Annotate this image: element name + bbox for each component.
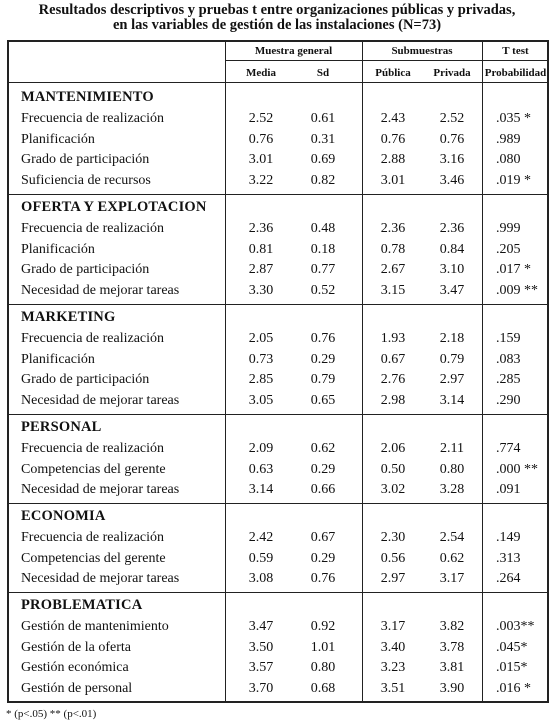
cell-probabilidad: .017 * [496, 262, 531, 278]
cell-sd: 0.29 [310, 461, 336, 477]
cell-probabilidad: .045* [496, 639, 528, 655]
cell-privada: 3.78 [439, 639, 465, 655]
row-label: Grado de participación [21, 262, 150, 278]
cell-privada: 0.79 [439, 351, 465, 367]
header-t-test: T test [502, 45, 529, 57]
cell-publica: 2.30 [380, 530, 406, 545]
header-submuestras: Submuestras [391, 45, 453, 57]
cell-privada: 2.18 [439, 331, 465, 346]
header-media: Media [246, 67, 276, 79]
cell-probabilidad: .009 ** [496, 282, 538, 298]
cell-sd: 0.52 [310, 282, 336, 298]
cell-media: 2.36 [248, 221, 274, 236]
cell-privada: 3.28 [439, 482, 465, 498]
cell-publica: 3.51 [380, 680, 406, 696]
cell-privada: 2.36 [439, 221, 465, 236]
header-bottom-rule [9, 82, 547, 83]
cell-sd: 0.92 [310, 619, 336, 634]
cell-media: 2.85 [248, 372, 274, 388]
cell-probabilidad: .774 [496, 441, 521, 456]
cell-publica: 2.43 [380, 111, 406, 126]
cell-media: 2.42 [248, 530, 274, 545]
cell-probabilidad: .313 [496, 550, 521, 566]
cell-probabilidad: .083 [496, 351, 521, 367]
section-title: MARKETING [21, 309, 116, 325]
cell-privada: 0.62 [439, 550, 465, 566]
row-label: Competencias del gerente [21, 550, 166, 566]
cell-publica: 2.76 [380, 372, 406, 388]
header-sd: Sd [316, 67, 330, 79]
cell-media: 2.52 [248, 111, 274, 126]
cell-media: 3.50 [248, 639, 274, 655]
cell-privada: 3.90 [439, 680, 465, 696]
cell-publica: 2.06 [380, 441, 406, 456]
cell-sd: 0.76 [310, 571, 336, 587]
cell-privada: 3.82 [439, 619, 465, 634]
cell-media: 2.09 [248, 441, 274, 456]
cell-privada: 3.17 [439, 571, 465, 587]
cell-publica: 0.67 [380, 351, 406, 367]
cell-publica: 2.36 [380, 221, 406, 236]
cell-privada: 3.81 [439, 660, 465, 676]
cell-media: 3.08 [248, 571, 274, 587]
cell-publica: 0.78 [380, 241, 406, 257]
cell-media: 3.14 [248, 482, 274, 498]
row-label: Necesidad de mejorar tareas [21, 282, 180, 298]
cell-privada: 3.16 [439, 152, 465, 168]
row-label: Planificación [21, 131, 95, 147]
cell-media: 0.63 [248, 461, 274, 477]
cell-sd: 0.29 [310, 550, 336, 566]
header-subrule [225, 60, 547, 61]
cell-sd: 0.69 [310, 152, 336, 168]
cell-probabilidad: .999 [496, 221, 521, 236]
section-title: PROBLEMATICA [21, 597, 143, 613]
cell-probabilidad: .290 [496, 392, 521, 408]
cell-sd: 0.29 [310, 351, 336, 367]
section-title: PERSONAL [21, 419, 102, 435]
cell-privada: 2.11 [440, 441, 464, 456]
cell-publica: 3.01 [380, 172, 406, 188]
cell-sd: 0.79 [310, 372, 336, 388]
cell-probabilidad: .016 * [496, 680, 531, 696]
cell-media: 0.81 [248, 241, 274, 257]
cell-privada: 2.97 [439, 372, 465, 388]
cell-sd: 0.66 [310, 482, 336, 498]
section-divider [9, 503, 547, 504]
cell-publica: 0.50 [380, 461, 406, 477]
cell-publica: 2.97 [380, 571, 406, 587]
cell-privada: 2.54 [439, 530, 465, 545]
cell-probabilidad: .003** [496, 619, 535, 634]
cell-probabilidad: .989 [496, 131, 521, 147]
cell-privada: 3.47 [439, 282, 465, 298]
cell-publica: 2.98 [380, 392, 406, 408]
cell-media: 3.47 [248, 619, 274, 634]
row-label: Frecuencia de realización [21, 441, 165, 456]
row-label: Competencias del gerente [21, 461, 166, 477]
col-divider-label [225, 42, 226, 701]
cell-probabilidad: .080 [496, 152, 521, 168]
cell-publica: 3.15 [380, 282, 406, 298]
cell-media: 0.59 [248, 550, 274, 566]
cell-publica: 1.93 [380, 331, 406, 346]
cell-probabilidad: .091 [496, 482, 521, 498]
title-line-2: en las variables de gestión de las instalaciones (N=73) [112, 17, 442, 33]
section-title: OFERTA Y EXPLOTACION [21, 199, 207, 215]
header-muestra-general: Muestra general [254, 45, 333, 57]
cell-publica: 0.56 [380, 550, 406, 566]
cell-sd: 0.77 [310, 262, 336, 278]
cell-probabilidad: .205 [496, 241, 521, 257]
footnote: * (p<.05) ** (p<.01) [6, 708, 97, 720]
cell-probabilidad: .159 [496, 331, 521, 346]
cell-privada: 0.76 [439, 131, 465, 147]
cell-sd: 0.31 [310, 131, 336, 147]
cell-sd: 0.48 [310, 221, 336, 236]
row-label: Gestión de personal [21, 680, 133, 696]
section-divider [9, 592, 547, 593]
row-label: Frecuencia de realización [21, 331, 165, 346]
row-label: Grado de participación [21, 372, 150, 388]
row-label: Necesidad de mejorar tareas [21, 571, 180, 587]
section-divider [9, 414, 547, 415]
cell-sd: 0.18 [310, 241, 336, 257]
cell-media: 2.05 [248, 331, 274, 346]
row-label: Planificación [21, 351, 95, 367]
title-line-1: Resultados descriptivos y pruebas t entre organizaciones públicas y privadas, [38, 2, 516, 18]
table-title [0, 3, 554, 33]
cell-media: 3.22 [248, 172, 274, 188]
cell-privada: 0.84 [439, 241, 465, 257]
header-privada: Privada [433, 67, 471, 79]
cell-sd: 0.76 [310, 331, 336, 346]
section-title: MANTENIMIENTO [21, 89, 154, 105]
row-label: Gestión económica [21, 660, 129, 676]
cell-probabilidad: .149 [496, 530, 521, 545]
cell-privada: 3.46 [439, 172, 465, 188]
cell-sd: 0.67 [310, 530, 336, 545]
cell-sd: 0.65 [310, 392, 336, 408]
row-label: Gestión de la oferta [21, 639, 132, 655]
cell-sd: 0.61 [310, 111, 336, 126]
cell-probabilidad: .285 [496, 372, 521, 388]
cell-publica: 2.67 [380, 262, 406, 278]
results-table [7, 40, 549, 703]
header-publica: Pública [375, 67, 411, 79]
cell-privada: 0.80 [439, 461, 465, 477]
cell-probabilidad: .000 ** [496, 461, 538, 477]
row-label: Suficiencia de recursos [21, 172, 151, 188]
cell-media: 3.70 [248, 680, 274, 696]
cell-probabilidad: .019 * [496, 172, 531, 188]
col-divider-sub [482, 42, 483, 701]
section-divider [9, 194, 547, 195]
row-label: Necesidad de mejorar tareas [21, 392, 180, 408]
section-divider [9, 304, 547, 305]
cell-media: 3.01 [248, 152, 274, 168]
row-label: Gestión de mantenimiento [21, 619, 169, 634]
cell-media: 3.05 [248, 392, 274, 408]
cell-publica: 3.40 [380, 639, 406, 655]
cell-media: 0.73 [248, 351, 274, 367]
cell-publica: 0.76 [380, 131, 406, 147]
cell-probabilidad: .015* [496, 660, 528, 676]
cell-privada: 3.14 [439, 392, 465, 408]
cell-media: 3.30 [248, 282, 274, 298]
cell-sd: 0.80 [310, 660, 336, 676]
cell-sd: 0.62 [310, 441, 336, 456]
cell-publica: 2.88 [380, 152, 406, 168]
cell-sd: 0.68 [310, 680, 336, 696]
cell-sd: 0.82 [310, 172, 336, 188]
row-label: Frecuencia de realización [21, 111, 165, 126]
cell-privada: 3.10 [439, 262, 465, 278]
cell-publica: 3.23 [380, 660, 406, 676]
section-title: ECONOMIA [21, 508, 106, 524]
row-label: Grado de participación [21, 152, 150, 168]
cell-probabilidad: .035 * [496, 111, 531, 126]
cell-publica: 3.02 [380, 482, 406, 498]
cell-media: 2.87 [248, 262, 274, 278]
cell-probabilidad: .264 [496, 571, 521, 587]
row-label: Planificación [21, 241, 95, 257]
header-probabilidad: Probabilidad [484, 67, 547, 79]
cell-media: 3.57 [248, 660, 274, 676]
cell-media: 0.76 [248, 131, 274, 147]
row-label: Frecuencia de realización [21, 221, 165, 236]
cell-publica: 3.17 [380, 619, 406, 634]
row-label: Necesidad de mejorar tareas [21, 482, 180, 498]
cell-sd: 1.01 [310, 639, 336, 655]
cell-privada: 2.52 [439, 111, 465, 126]
row-label: Frecuencia de realización [21, 530, 165, 545]
